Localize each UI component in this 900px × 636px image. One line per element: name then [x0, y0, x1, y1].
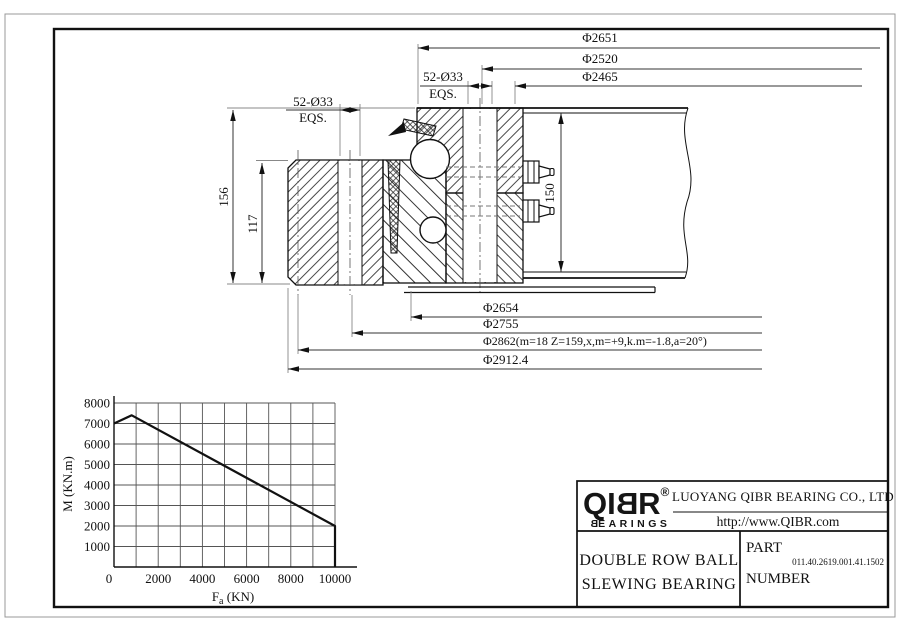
logo-letter-q: Q: [583, 486, 608, 521]
right-dimension: [542, 113, 561, 272]
dim-bc-2520: Φ2520: [582, 51, 618, 66]
bolt-eqs-top: EQS.: [429, 86, 457, 101]
company-name: LUOYANG QIBR BEARING CO., LTD: [672, 489, 894, 504]
support-structure-lines: [404, 287, 655, 293]
chart-tick-label: 8000: [277, 571, 304, 586]
bottom-dimensions: [288, 288, 762, 373]
chart-tick-label: 4000: [84, 477, 110, 493]
chart-tick-label: 3000: [84, 498, 110, 513]
bolt-spec-top: 52-Ø33: [423, 69, 463, 84]
dim-tip-2912: Φ2912.4: [483, 352, 529, 367]
company-website: http://www.QIBR.com: [716, 514, 840, 529]
registered-mark: ®: [660, 485, 670, 499]
break-line: [684, 108, 691, 278]
logo-sub-letter-b: B: [587, 518, 599, 530]
dim-id-2465: Φ2465: [582, 69, 618, 84]
part-label-line2: NUMBER: [746, 571, 811, 587]
chart-tick-label: 4000: [189, 571, 216, 586]
dim-height-150: 150: [542, 183, 557, 203]
qibr-logo-subtitle: [587, 518, 670, 530]
bolt-spec-left: 52-Ø33: [293, 94, 333, 109]
grease-nipple-upper: [523, 161, 554, 183]
seal-lip: [388, 122, 406, 136]
chart-tick-label: 1000: [84, 539, 110, 554]
chart-tick-label: 10000: [318, 571, 352, 586]
dim-2654: Φ2654: [483, 300, 519, 315]
chart-tick-label: 8000: [84, 395, 110, 411]
dim-height-117: 117: [245, 214, 260, 234]
top-dimensions: [418, 30, 880, 104]
upper-ball: [411, 140, 450, 179]
lower-ball: [420, 217, 446, 243]
chart-ylabel: M (KN.m): [60, 456, 75, 512]
chart-tick-label: 2000: [145, 571, 172, 586]
part-label-line1: PART: [746, 540, 783, 556]
chart-tick-label: 2000: [84, 518, 110, 534]
qibr-logo: [583, 486, 669, 519]
bearing-section-view: [288, 98, 691, 295]
chart-grid: [114, 403, 335, 567]
dim-od-2651: Φ2651: [582, 30, 618, 45]
chart-xlabel: $F_a$ (KN): [211, 589, 255, 607]
logo-letter-r: R: [638, 486, 661, 521]
logo-letter-i: I: [607, 486, 616, 521]
gear-ring-section: [288, 160, 383, 285]
chart-tick-label: 6000: [84, 436, 110, 452]
dim-2755: Φ2755: [483, 316, 519, 331]
chart-tick-label: 5000: [84, 457, 110, 472]
chart-tick-label: 7000: [84, 416, 110, 431]
chart-tick-label: 0: [105, 571, 113, 586]
chart-axes: [114, 396, 357, 567]
product-name-line1: DOUBLE ROW BALL: [579, 552, 739, 569]
chart-tick-label: 6000: [233, 571, 260, 586]
product-name-line2: SLEWING BEARING: [581, 576, 737, 593]
load-capacity-chart: [60, 396, 357, 608]
dim-gear-2862: Φ2862(m=18 Z=159,x,m=+9,k.m=-1.8,a=20°): [483, 334, 707, 348]
dim-height-156: 156: [216, 187, 231, 207]
part-number: 011.40.2619.001.41.1502: [792, 557, 884, 567]
logo-sub-rest: EARINGS: [598, 518, 671, 530]
chart-tick-labels: [84, 396, 351, 587]
bolt-eqs-left: EQS.: [299, 110, 327, 125]
logo-letter-b: B: [615, 486, 639, 521]
